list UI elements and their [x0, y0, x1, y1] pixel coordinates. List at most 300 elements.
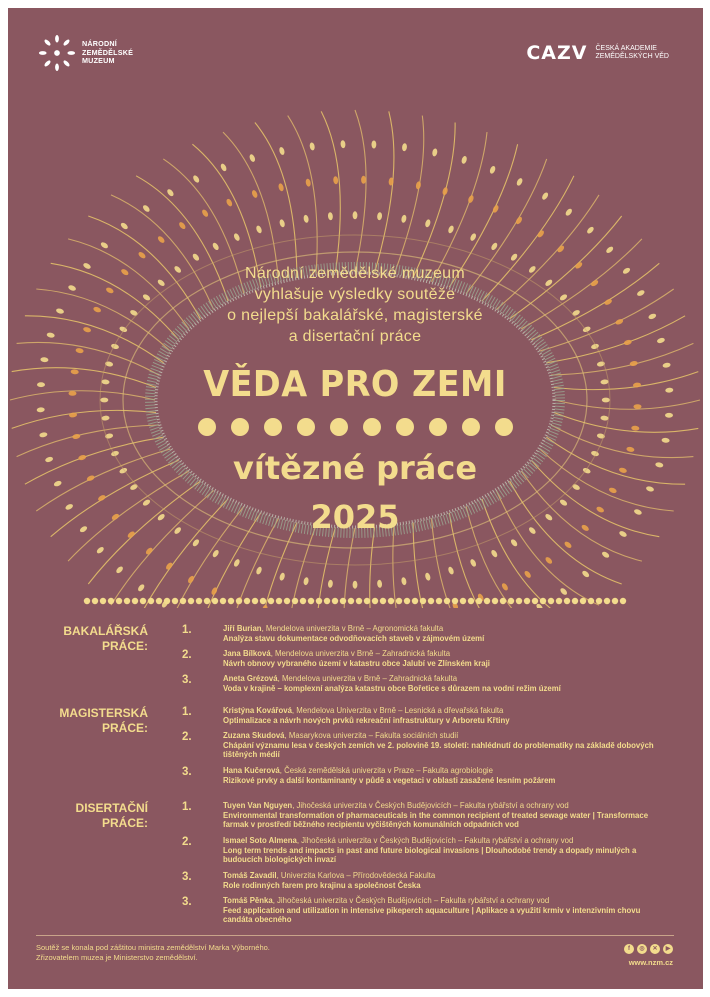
divider-dot: [388, 598, 394, 604]
divider-dot: [180, 598, 186, 604]
dot: [330, 418, 348, 436]
wheat-grain: [178, 221, 187, 230]
wheat-grain: [192, 253, 201, 262]
divider-dot: [140, 598, 146, 604]
wreath-ray: [12, 368, 156, 388]
wheat-grain: [157, 235, 166, 244]
divider-dot: [468, 598, 474, 604]
rank: 2.: [182, 731, 192, 743]
divider-dot: [188, 598, 194, 604]
footer-note: [36, 943, 270, 963]
intro-line: vyhlašuje výsledky soutěže: [254, 286, 456, 303]
wheat-grain: [510, 538, 519, 547]
wheat-grain: [469, 232, 477, 241]
wreath-ray: [288, 116, 317, 275]
wheat-grain: [571, 309, 580, 317]
nzm-logo[interactable]: [38, 34, 133, 72]
affiliation: , Masarykova univerzita – Fakulta sociálních studií: [284, 731, 459, 740]
dot: [495, 418, 513, 436]
wheat-grain: [328, 212, 334, 220]
category-label: BAKALÁŘSKÁ PRÁCE:: [63, 624, 148, 653]
wheat-grain: [608, 487, 617, 494]
dot: [462, 418, 480, 436]
wheat-grain: [461, 155, 468, 164]
youtube-icon[interactable]: ▶: [663, 944, 673, 954]
intro-line: o nejlepší bakalářské, magisterské: [227, 307, 483, 324]
nzm-logo-text: NÁRODNÍ ZEMĚDĚLSKÉ MUZEUM: [82, 39, 134, 66]
wheat-grain: [618, 530, 627, 538]
wheat-grain: [377, 212, 383, 220]
wheat-grain: [601, 550, 610, 558]
divider-dot: [380, 598, 386, 604]
wheat-grain: [97, 494, 106, 502]
dotted-divider: [83, 595, 628, 607]
affiliation: , Mendelova univerzita v Brně – Agronomická fakulta: [261, 624, 444, 633]
wheat-grain: [55, 308, 64, 315]
divider-dot: [604, 598, 610, 604]
wheat-grain: [279, 572, 286, 581]
wheat-grain: [442, 187, 449, 196]
instagram-icon[interactable]: ◎: [637, 944, 647, 954]
divider-dot: [356, 598, 362, 604]
wheat-grain: [255, 225, 262, 234]
category-label: DISERTAČNÍ PRÁCE:: [75, 801, 148, 830]
wheat-grain: [105, 286, 114, 294]
wreath-ray: [12, 410, 156, 428]
wheat-grain: [604, 298, 613, 306]
wheat-wreath-icon: [38, 34, 76, 72]
wheat-grain: [353, 211, 358, 219]
wheat-grain: [467, 194, 474, 203]
facebook-icon[interactable]: f: [624, 944, 634, 954]
wheat-grain: [70, 369, 78, 375]
rank: 3.: [182, 871, 192, 883]
wheat-grain: [516, 177, 524, 186]
author-name: Zuzana Skudová: [223, 731, 285, 740]
divider-dot: [84, 598, 90, 604]
wheat-grain: [424, 572, 431, 581]
affiliation: , Mendelova Univerzita v Brně – Lesnická a dřevařská fakulta: [291, 706, 504, 715]
wheat-grain: [309, 142, 315, 151]
wheat-grain: [142, 293, 151, 301]
wreath-ray: [36, 289, 170, 351]
wheat-grain: [377, 580, 383, 588]
thesis-title: Role rodinných farem pro krajinu a společnost Česka: [223, 880, 421, 890]
wheat-grain: [39, 432, 48, 438]
rank: 1.: [182, 801, 192, 813]
divider-dot: [540, 598, 546, 604]
wheat-grain: [490, 242, 498, 251]
entry-text: [223, 706, 663, 725]
dot: [429, 418, 447, 436]
subtitle: vítězné práce: [232, 449, 478, 487]
entry-text: [223, 871, 663, 890]
wheat-grain: [255, 566, 262, 575]
dot: [297, 418, 315, 436]
divider-dot: [396, 598, 402, 604]
wheat-grain: [303, 214, 309, 223]
wreath-ray: [540, 289, 674, 351]
wheat-grain: [46, 332, 55, 338]
author-name: Tomáš Zavadil: [223, 871, 277, 880]
divider-dot: [196, 598, 202, 604]
wheat-grain: [469, 558, 477, 567]
wheat-grain: [662, 362, 671, 368]
divider-dot: [228, 598, 234, 604]
wheat-grain: [415, 181, 421, 190]
wheat-grain: [564, 208, 573, 217]
wheat-grain: [37, 382, 45, 387]
wheat-grain: [137, 251, 146, 260]
affiliation: , Mendelova univerzita v Brně – Zahradnická fakulta: [277, 674, 458, 683]
affiliation: , Česká zemědělská univerzita v Praze – Fakulta agrobiologie: [279, 766, 494, 775]
intro-line: a disertační práce: [288, 328, 422, 345]
wheat-grain: [401, 214, 407, 223]
wheat-grain: [618, 467, 627, 474]
wheat-grain: [656, 337, 665, 344]
wheat-grain: [600, 379, 608, 385]
wheat-grain: [541, 191, 549, 200]
wheat-grain: [636, 289, 645, 297]
divider-dot: [348, 598, 354, 604]
wheat-grain: [69, 391, 77, 396]
wheat-grain: [211, 549, 219, 558]
author-name: Jana Bílková: [223, 649, 271, 658]
wheat-grain: [333, 176, 339, 184]
rank: 1.: [182, 624, 192, 636]
wheat-grain: [101, 379, 109, 385]
divider-dot: [372, 598, 378, 604]
year: 2025: [310, 498, 400, 536]
wheat-grain: [101, 415, 109, 421]
divider-dot: [316, 598, 322, 604]
entry-text: [223, 731, 663, 760]
wheat-grain: [78, 454, 87, 461]
wheat-grain: [622, 267, 631, 275]
wreath-ray: [540, 449, 674, 511]
cazv-logo-text: ČESKÁ AKADEMIE ZEMĚDĚLSKÝCH VĚD: [595, 44, 669, 60]
entry-text: [223, 674, 663, 693]
affiliation: , Mendelova univerzita v Brně – Zahradnická fakulta: [270, 649, 451, 658]
wheat-grain: [115, 565, 124, 574]
thesis-title: Chápání významu lesa v českých zemích ve 2. polovině 19. století: nahlédnutí do problematiky na základě dobových tištěných médií: [223, 740, 654, 760]
divider-dot: [532, 598, 538, 604]
wreath-ray: [555, 400, 700, 409]
rank: 2.: [182, 649, 192, 661]
divider-dot: [292, 598, 298, 604]
divider-dot: [524, 598, 530, 604]
divider-dot: [324, 598, 330, 604]
wheat-grain: [605, 245, 614, 254]
wheat-grain: [655, 462, 664, 468]
divider-dot: [588, 598, 594, 604]
entry-text: [223, 649, 663, 668]
wheat-grain: [166, 188, 175, 197]
wheat-grain: [665, 387, 673, 393]
poster: [8, 8, 703, 989]
wheat-grain: [634, 404, 642, 409]
thesis-title: Analýza stavu dokumentace odvodňovacích staveb v zájmovém území: [223, 633, 485, 643]
divider-dot: [212, 598, 218, 604]
wheat-grain: [100, 241, 109, 249]
divider-dot: [436, 598, 442, 604]
divider-dot: [460, 598, 466, 604]
rank: 1.: [182, 706, 192, 718]
wreath-ray: [36, 449, 170, 511]
wheat-grain: [53, 480, 62, 487]
affiliation: , Jihočeská univerzita v Českých Budějovicích – Fakulta rybářství a ochrany vod: [292, 801, 569, 810]
wreath-ray: [554, 413, 698, 433]
wheat-grain: [192, 174, 200, 183]
headline-block: [155, 263, 555, 536]
wheat-grain: [602, 398, 610, 403]
wheat-grain: [581, 524, 590, 532]
wheat-grain: [93, 306, 102, 313]
divider-dot: [236, 598, 242, 604]
divider-dot: [108, 598, 114, 604]
divider-dot: [420, 598, 426, 604]
divider-dot: [412, 598, 418, 604]
divider-dot: [172, 598, 178, 604]
cazv-logo[interactable]: [526, 42, 669, 64]
website-link[interactable]: www.nzm.cz: [628, 958, 673, 967]
wreath-ray: [394, 116, 424, 275]
wheat-grain: [82, 262, 91, 270]
divider-dot: [116, 598, 122, 604]
divider-dot: [364, 598, 370, 604]
wheat-grain: [340, 140, 346, 148]
author-name: Ismael Soto Almena: [223, 836, 297, 845]
footer-divider: [36, 935, 674, 936]
dot-divider: [155, 418, 555, 436]
cazv-logo-mark: CAZV: [526, 42, 588, 64]
x-icon[interactable]: ✕: [650, 944, 660, 954]
wheat-grain: [586, 226, 595, 235]
dot: [363, 418, 381, 436]
wheat-grain: [96, 546, 105, 555]
wheat-grain: [510, 253, 519, 262]
wheat-grain: [501, 582, 509, 591]
wheat-grain: [447, 225, 454, 234]
wheat-grain: [225, 198, 233, 207]
divider-dot: [204, 598, 210, 604]
rank: 3.: [182, 766, 192, 778]
divider-dot: [164, 598, 170, 604]
divider-dot: [484, 598, 490, 604]
wheat-grain: [142, 204, 151, 213]
wheat-grain: [79, 525, 88, 533]
author-name: Tuyen Van Nguyen: [223, 801, 293, 810]
wheat-grain: [72, 433, 81, 439]
thesis-title: Environmental transformation of pharmaceuticals in the common recipient of treated sewage water | Transformace farmak v prostředí běžného recipientu vyčištěných komunálních odpadních vod: [223, 810, 649, 830]
author-name: Hana Kučerová: [223, 766, 280, 775]
footer-line-2: Zřizovatelem muzea je Ministerstvo zemědělství.: [36, 953, 198, 962]
wheat-grain: [278, 146, 285, 155]
divider-dot: [404, 598, 410, 604]
wreath-ray: [321, 111, 340, 272]
wheat-grain: [40, 357, 48, 363]
thesis-title: Voda v krajině – komplexní analýza katastru obce Bořetice s důrazem na vodní režim území: [223, 683, 561, 693]
divider-dot: [548, 598, 554, 604]
wheat-grain: [490, 549, 498, 558]
wheat-grain: [249, 153, 256, 162]
divider-dot: [428, 598, 434, 604]
wheat-grain: [251, 189, 258, 198]
wheat-grain: [633, 508, 642, 515]
wheat-grain: [626, 446, 635, 452]
affiliation: , Jihočeská univerzita v Českých Budějovicích – Fakulta rybářství a ochrany vod: [272, 896, 550, 905]
wheat-grain: [424, 219, 431, 228]
author-name: Jiří Burian: [223, 624, 262, 633]
divider-dot: [124, 598, 130, 604]
entry-text: [223, 766, 663, 785]
wheat-grain: [544, 556, 553, 565]
wheat-grain: [83, 326, 92, 333]
divider-dot: [156, 598, 162, 604]
wheat-grain: [571, 483, 580, 491]
wheat-grain: [432, 148, 438, 157]
dot: [264, 418, 282, 436]
divider-dot: [132, 598, 138, 604]
wheat-grain: [120, 268, 129, 276]
wheat-grain: [631, 425, 639, 431]
wheat-grain: [192, 538, 201, 547]
wheat-grain: [623, 339, 632, 346]
wheat-grain: [100, 398, 108, 403]
divider-dot: [244, 598, 250, 604]
wheat-grain: [401, 577, 407, 586]
wheat-grain: [220, 163, 228, 172]
wheat-grain: [279, 219, 286, 228]
divider-dot: [620, 598, 626, 604]
divider-dot: [340, 598, 346, 604]
wreath-ray: [10, 391, 155, 400]
wheat-grain: [129, 483, 138, 491]
divider-dot: [252, 598, 258, 604]
affiliation: , Univerzita Karlova – Přírodovědecká Fakulta: [276, 871, 436, 880]
wheat-grain: [278, 183, 285, 192]
wheat-grain: [648, 313, 657, 320]
wheat-grain: [596, 506, 605, 514]
thesis-title: Rizikové prvky a další kontaminanty v půdě a vegetaci v oblasti zasažené lesním požárem: [223, 775, 556, 785]
wreath-ray: [375, 111, 394, 272]
entry-text: [223, 836, 663, 865]
wheat-grain: [328, 580, 334, 588]
wheat-grain: [523, 570, 532, 579]
wheat-grain: [137, 583, 146, 592]
author-name: Kristýna Kovářová: [223, 706, 292, 715]
dot: [231, 418, 249, 436]
wheat-grain: [65, 503, 74, 511]
divider-dot: [572, 598, 578, 604]
divider-dot: [596, 598, 602, 604]
wreath-ray: [413, 123, 455, 278]
wreath-ray: [355, 110, 366, 272]
wheat-grain: [563, 540, 572, 549]
wheat-grain: [45, 456, 54, 463]
wheat-grain: [600, 415, 608, 421]
wreath-ray: [554, 372, 698, 390]
wheat-grain: [353, 581, 358, 589]
wreath-ray: [432, 132, 488, 282]
category-label: MAGISTERSKÁ PRÁCE:: [59, 706, 148, 735]
divider-dot: [476, 598, 482, 604]
entry-text: [223, 624, 663, 643]
divider-dot: [300, 598, 306, 604]
rank: 2.: [182, 836, 192, 848]
divider-dot: [612, 598, 618, 604]
thesis-title: Long term trends and impacts in past and future biological invasions | Dlouhodobé trendy a dopady minulých a budoucích biologických invazí: [223, 845, 637, 865]
wheat-grain: [489, 165, 496, 174]
divider-dot: [308, 598, 314, 604]
divider-dot: [260, 598, 266, 604]
wheat-grain: [67, 284, 76, 291]
entry-text: [223, 801, 663, 830]
wheat-grain: [129, 309, 138, 317]
divider-dot: [508, 598, 514, 604]
thesis-title: Feed application and utilization in intensive pikeperch aquaculture | Aplikace a využití krmiv v intenzivním chovu candáta obecného: [223, 905, 641, 925]
wheat-grain: [645, 485, 654, 492]
dot: [198, 418, 216, 436]
wheat-grain: [661, 438, 669, 444]
thesis-title: Optimalizace a návrh nových prvků rekreační infrastruktury v Arboretu Křtiny: [223, 715, 510, 725]
divider-dot: [268, 598, 274, 604]
intro-line: Národní zemědělské muzeum: [244, 265, 466, 282]
divider-dot: [516, 598, 522, 604]
divider-dot: [220, 598, 226, 604]
wheat-grain: [402, 143, 408, 151]
divider-dot: [284, 598, 290, 604]
wheat-grain: [201, 209, 209, 218]
main-title: VĚDA PRO ZEMI: [203, 364, 507, 405]
affiliation: , Jihočeská univerzita v Českých Budějovicích – Fakulta rybářství a ochrany vod: [296, 836, 574, 845]
footer-line-1: Soutěž se konala pod záštitou ministra zemědělství Marka Výborného.: [36, 943, 270, 952]
wheat-grain: [665, 413, 673, 418]
wheat-grain: [75, 347, 84, 353]
wheat-grain: [372, 141, 377, 149]
dot: [396, 418, 414, 436]
divider-dot: [556, 598, 562, 604]
divider-dot: [580, 598, 586, 604]
wheat-grain: [120, 222, 129, 231]
wheat-grain: [211, 242, 219, 251]
wheat-grain: [36, 407, 44, 413]
author-name: Aneta Grézová: [223, 674, 278, 683]
wheat-grain: [233, 558, 241, 567]
divider-dot: [148, 598, 154, 604]
intro-text: [155, 263, 555, 347]
thesis-title: Návrh obnovy vybraného území v katastru obce Jalubí ve Zlínském kraji: [223, 658, 490, 668]
wheat-grain: [233, 232, 241, 241]
rank: 3.: [182, 896, 192, 908]
wheat-grain: [629, 360, 638, 366]
divider-dot: [92, 598, 98, 604]
wheat-grain: [305, 178, 311, 187]
wheat-grain: [303, 577, 309, 586]
wheat-grain: [559, 498, 568, 506]
wheat-grain: [447, 566, 454, 575]
wheat-grain: [581, 570, 590, 579]
author-name: Tomáš Pěnka: [223, 896, 273, 905]
divider-dot: [500, 598, 506, 604]
divider-dot: [452, 598, 458, 604]
wheat-grain: [361, 176, 366, 184]
divider-dot: [564, 598, 570, 604]
divider-dot: [492, 598, 498, 604]
divider-dot: [332, 598, 338, 604]
divider-dot: [100, 598, 106, 604]
divider-dot: [276, 598, 282, 604]
